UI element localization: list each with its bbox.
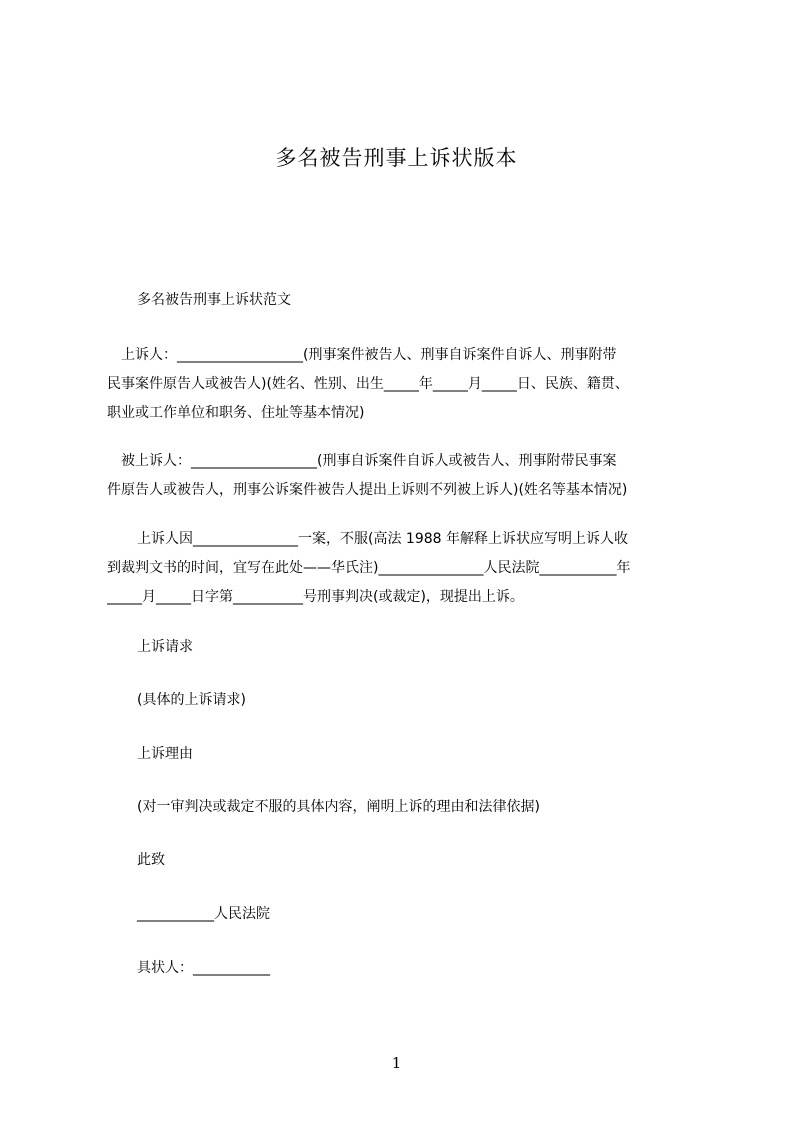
reason-heading: 上诉理由 <box>137 746 193 762</box>
document-title: 多名被告刑事上诉状版本 <box>275 146 518 170</box>
appellant-paragraph <box>107 341 699 428</box>
appellee-line-2: 件原告人或被告人，刑事公诉案件被告人提出上诉则不列被上诉人)(姓名等基本情况) <box>107 482 628 498</box>
request-heading: 上诉请求 <box>137 639 193 655</box>
appellant-line-2: 民事案件原告人或被告人)(姓名、性别、出生_____年_____月_____日、民族、籍贯、 <box>107 376 629 392</box>
appellee-line-1: 被上诉人：__________________(刑事自诉案件自诉人或被告人、刑事附带民事案 <box>107 453 617 469</box>
subtitle: 多名被告刑事上诉状范文 <box>137 292 291 308</box>
request-body: (具体的上诉请求) <box>137 692 246 708</box>
signature-line: 具状人：___________ <box>137 960 270 976</box>
cause-line-1: 上诉人因_______________一案，不服(高法 1988 年解释上诉状应写明上诉人收 <box>137 531 628 547</box>
reason-body: (对一审判决或裁定不服的具体内容，阐明上诉的理由和法律依据) <box>137 799 540 815</box>
closing: 此致 <box>137 852 165 868</box>
cause-line-3: _____月_____日字第__________号刑事判决(或裁定)，现提出上诉。 <box>107 589 524 605</box>
cause-paragraph <box>107 525 699 612</box>
cause-line-2: 到裁判文书的时间，宜写在此处——华氏注)_______________人民法院___________年 <box>107 560 631 576</box>
court-line: ___________人民法院 <box>137 906 270 922</box>
appellee-paragraph <box>107 447 699 505</box>
appellant-line-3: 职业或工作单位和职务、住址等基本情况) <box>107 405 365 421</box>
appellant-line-1: 上诉人：__________________(刑事案件被告人、刑事自诉案件自诉人、刑事附带 <box>107 347 617 363</box>
page-number: 1 <box>391 1054 402 1072</box>
